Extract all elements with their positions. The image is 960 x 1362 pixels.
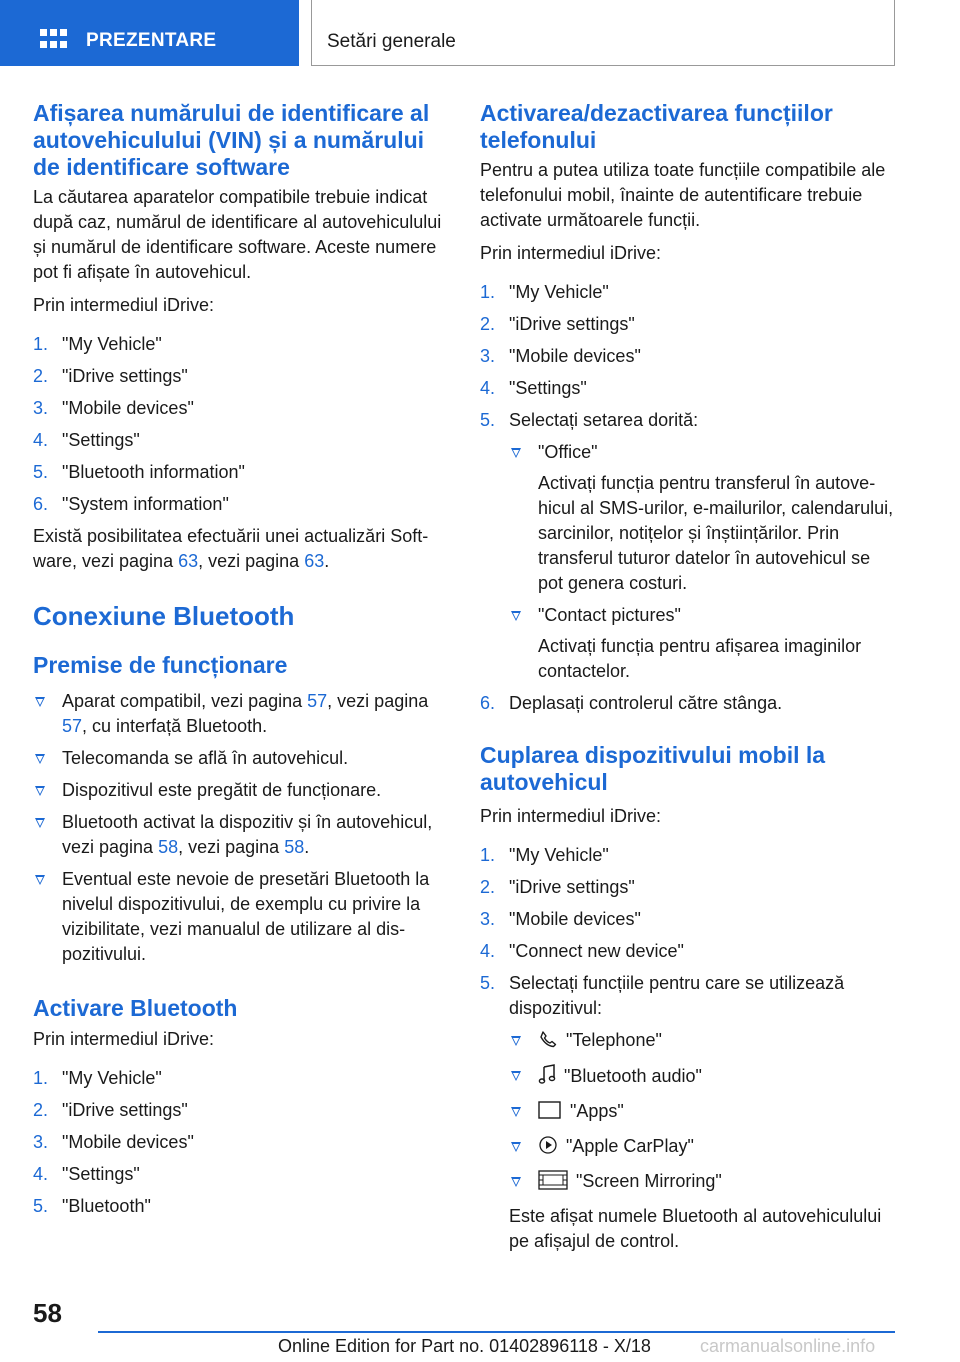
- list-item: 5. Selectați setarea dorită: "Office" Activați funcția pentru transferul în autovehicul al SMS-urilor, e-mailurilor, calendarului, sarcinilor, notițelor și înștiințărilor. Prin transferul tuturor datelor în autovehicul se pot genera costuri. "Contact pictures" Activați funcția pentru afișarea imaginilor contactelor.: [480, 408, 900, 684]
- option-contact-desc: Activați funcția pentru afișarea imaginilor contactelor.: [538, 636, 862, 681]
- prereq-list: [33, 689, 453, 967]
- list-item: 3. "Mobile devices": [480, 346, 641, 366]
- list-item: [509, 440, 900, 596]
- pairing-steps-list: [480, 843, 900, 1254]
- list-item: "Telephone": [509, 1028, 900, 1056]
- list-item: Bluetooth activat la dispozitiv și în autovehicul, vezi pagina 58, vezi pagina 58.: [33, 810, 453, 860]
- activate-heading: Activare Bluetooth: [33, 995, 238, 1021]
- footer-edition: Online Edition for Part no. 01402896118 - X/18: [278, 1336, 651, 1356]
- list-item: 6. Deplasați controlerul către stânga.: [480, 693, 783, 713]
- list-item: 6. "System information": [33, 494, 229, 514]
- chapter-title-box: [311, 0, 895, 66]
- phone-options-list: [509, 440, 900, 684]
- chapter-title: Setări generale: [327, 31, 456, 52]
- grid-icon: [40, 29, 67, 51]
- list-item: 2. "iDrive settings": [33, 366, 188, 386]
- list-item: 4. "Settings": [33, 430, 140, 450]
- bluetooth-section-title: Conexiune Bluetooth: [33, 601, 295, 631]
- list-item: 4. "Settings": [33, 1164, 140, 1184]
- list-item: 5. Selectați funcțiile pentru care se utilizează dispozitivul: "Telephone" "Bluetooth audio" "Apps" "Apple CarPlay" "Screen Mirroring" Este afișat numele Bluetooth al autovehiculului pe afișajul de control.: [480, 971, 900, 1254]
- page-link[interactable]: 63: [178, 551, 199, 571]
- list-item: Dispozitivul este pregătit de funcționare.: [33, 778, 453, 803]
- footer-divider: [98, 1331, 895, 1333]
- page-link[interactable]: 58: [158, 837, 179, 857]
- page-number: 58: [33, 1298, 62, 1328]
- list-item: "Apps": [509, 1099, 900, 1127]
- option-office-desc: Activați funcția pentru transferul în autovehicul al SMS-urilor, e-mailurilor, calendarului, sarcinilor, notițelor și înștiințărilor. Prin transferul tuturor datelor în autovehicul se pot genera costuri.: [538, 473, 894, 593]
- option-office: "Office": [538, 442, 598, 462]
- music-note-icon: [538, 1063, 556, 1092]
- list-item: 5. "Bluetooth information": [33, 462, 245, 482]
- list-item: "Apple CarPlay": [509, 1134, 900, 1162]
- page-header: [0, 0, 960, 66]
- list-item: 1. "My Vehicle": [33, 1068, 162, 1088]
- phone-functions-heading: Activarea/dezactivarea funcțiilor telefonului: [480, 100, 833, 153]
- list-item: 3. "Mobile devices": [480, 909, 641, 929]
- left-column: [33, 100, 453, 1226]
- list-item: 3. "Mobile devices": [33, 1132, 194, 1152]
- vin-heading: Afișarea numărului de identificare al autovehiculului (VIN) și a numărului de identificare software: [33, 100, 430, 180]
- list-item: [509, 603, 900, 684]
- apps-icon: [538, 1100, 562, 1127]
- phone-steps-list: [480, 280, 900, 716]
- vin-steps-list: [33, 332, 453, 517]
- list-item: 1. "My Vehicle": [480, 282, 609, 302]
- prereq-heading: Premise de funcționare: [33, 652, 288, 678]
- section-tab-label: PREZENTARE: [86, 30, 217, 51]
- list-item: Telecomanda se află în autovehicul.: [33, 746, 453, 771]
- play-icon: [538, 1135, 558, 1162]
- page-link[interactable]: 57: [62, 716, 83, 736]
- pairing-heading: Cuplarea dispozitivului mobil la autovehicul: [480, 742, 826, 795]
- list-item: 5. "Bluetooth": [33, 1196, 151, 1216]
- right-column: [480, 100, 900, 1261]
- pairing-via: Prin intermediul iDrive:: [480, 806, 662, 826]
- page-link[interactable]: 58: [284, 837, 305, 857]
- pairing-functions-list: [509, 1028, 900, 1197]
- pairing-footer-note: Este afișat numele Bluetooth al autovehiculului pe afișajul de control.: [509, 1206, 882, 1251]
- vin-body: La căutarea aparatelor compatibile trebuie indicat după caz, numărul de identificare al autovehiculului și numărul de identificare software. Aceste numere pot fi afișate în autovehicul.: [33, 187, 442, 282]
- list-item: 3. "Mobile devices": [33, 398, 194, 418]
- phone-functions-body: Pentru a putea utiliza toate funcțiile compatibile ale telefonului mobil, înainte de autentificare trebuie activate următoarele funcții.: [480, 160, 886, 230]
- list-item: 1. "My Vehicle": [480, 845, 609, 865]
- telephone-icon: [538, 1029, 558, 1056]
- list-item: "Bluetooth audio": [509, 1063, 900, 1092]
- list-item: 4. "Connect new device": [480, 941, 684, 961]
- list-item: 2. "iDrive settings": [480, 314, 635, 334]
- vin-via: Prin intermediul iDrive:: [33, 295, 215, 315]
- list-item: 1. "My Vehicle": [33, 334, 162, 354]
- activate-via: Prin intermediul iDrive:: [33, 1029, 215, 1049]
- list-item: "Screen Mirroring": [509, 1169, 900, 1197]
- list-item: 2. "iDrive settings": [33, 1100, 188, 1120]
- page-link[interactable]: 63: [304, 551, 325, 571]
- list-item: Aparat compatibil, vezi pagina 57, vezi pagina 57, cu interfață Bluetooth.: [33, 689, 453, 739]
- activate-steps-list: [33, 1066, 453, 1219]
- screen-mirroring-icon: [538, 1170, 568, 1197]
- section-tab-prezentare[interactable]: [0, 0, 299, 66]
- list-item: 2. "iDrive settings": [480, 877, 635, 897]
- option-contact-pictures: "Contact pictures": [538, 605, 681, 625]
- list-item: Eventual este nevoie de presetări Bluetooth la nivelul dispozitivului, de exemplu cu privire la vizibilitate, vezi manualul de utilizare al dispozitivului.: [33, 867, 453, 967]
- watermark: carmanualsonline.info: [700, 1336, 876, 1356]
- page-link[interactable]: 57: [307, 691, 328, 711]
- list-item: 4. "Settings": [480, 378, 587, 398]
- phone-via: Prin intermediul iDrive:: [480, 243, 662, 263]
- software-update-note: Există posibilitatea efectuării unei actualizări Software, vezi pagina 63, vezi pagina 63.: [33, 526, 429, 571]
